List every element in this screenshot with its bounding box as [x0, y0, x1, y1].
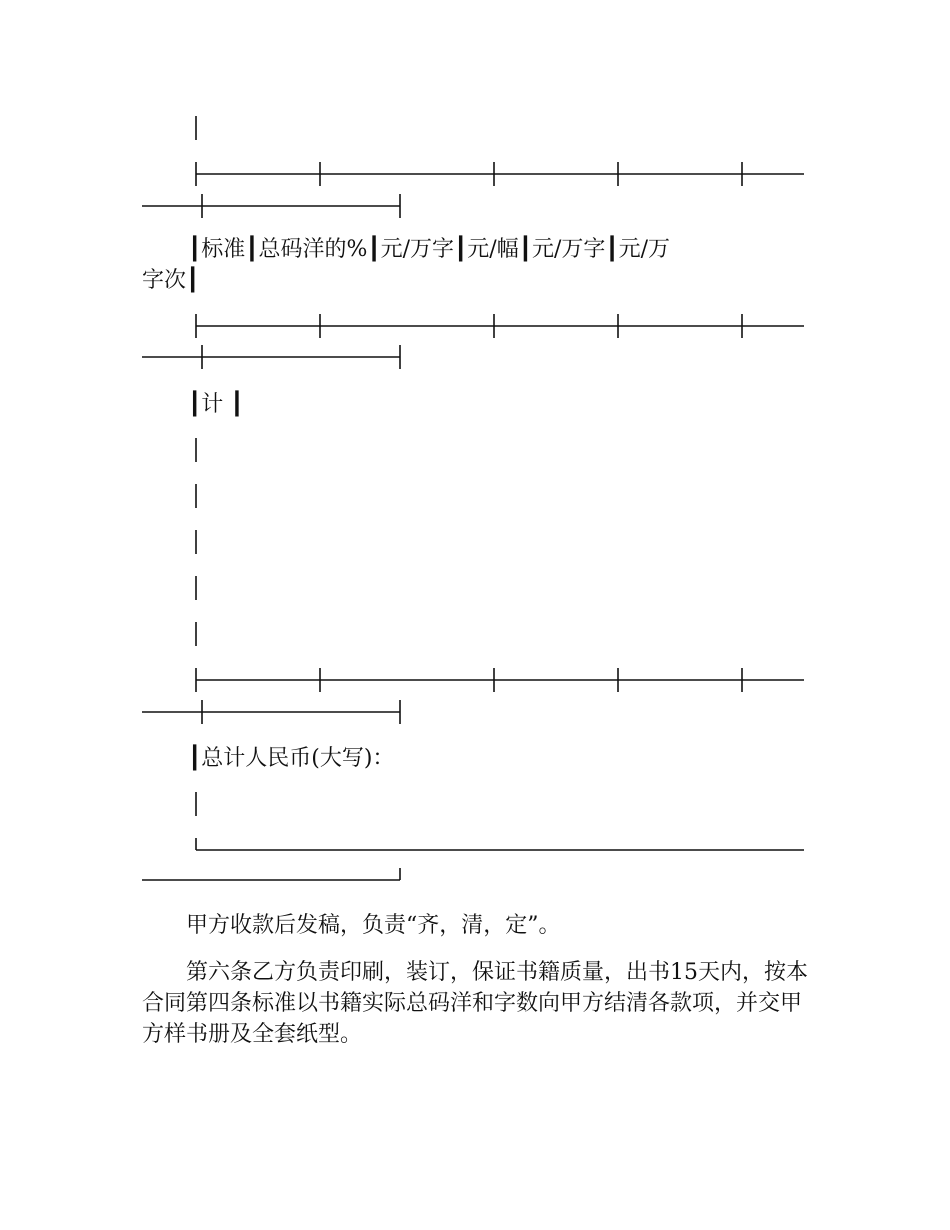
row-separator-2 [142, 314, 804, 369]
paragraph-article-six [142, 957, 810, 1050]
paragraph-payment [142, 910, 810, 941]
subtotal-row-label: ┃计 ┃ [188, 392, 244, 417]
header-row-line2: 字次┃ [142, 268, 200, 293]
paragraph-text: 第六条乙方负责印刷，装订，保证书籍质量，出书15天内，按本合同第四条标准以书籍实际总码洋和字数向甲方结清各款项，并交甲方样书册及全套纸型。 [142, 960, 808, 1047]
total-row-label: ┃总计人民币(大写)： [188, 746, 395, 771]
paragraph-text: 甲方收款后发稿，负责“齐，清，定”。 [186, 913, 561, 938]
table-bottom-border [142, 838, 804, 880]
row-separator-1 [142, 162, 804, 218]
header-row-line1: ┃标准┃总码洋的%┃元/万字┃元/幅┃元/万字┃元/万 [188, 237, 671, 262]
row-separator-3 [142, 668, 804, 724]
